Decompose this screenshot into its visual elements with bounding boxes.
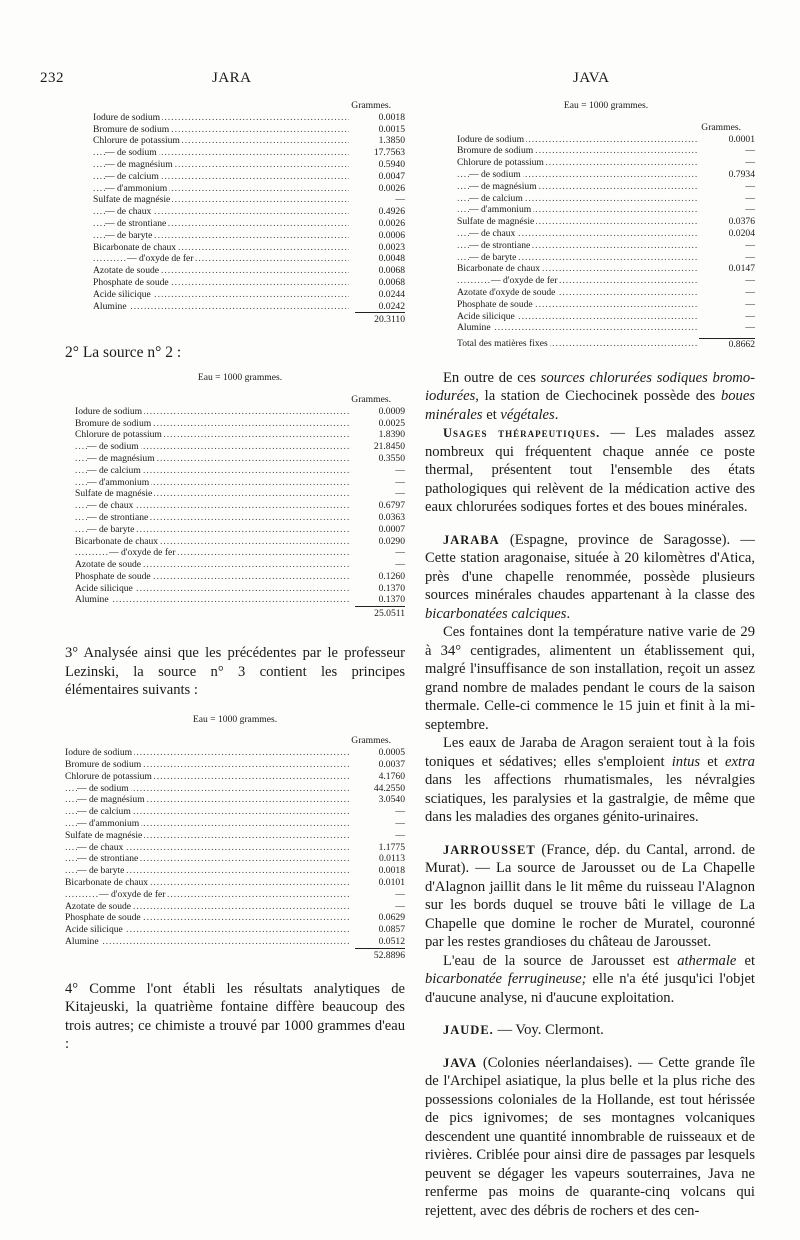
compound-name: Bicarbonate de chaux [457, 263, 541, 275]
table-row [93, 124, 405, 136]
compound-value: — [745, 286, 755, 298]
table-row [65, 818, 405, 830]
compound-value: 0.6797 [378, 500, 405, 512]
table-row [75, 429, 405, 441]
table-row [65, 747, 405, 759]
compound-name: — de sodium [77, 782, 129, 794]
compound-value: 0.0376 [728, 216, 755, 228]
compound-name: Chlorure de potassium [65, 770, 152, 782]
table-row [75, 418, 405, 430]
table-row [75, 512, 405, 524]
compound-value: — [395, 464, 405, 476]
compound-value: 0.0242 [378, 300, 405, 312]
compound-name: Iodure de sodium [457, 133, 525, 145]
compound-value: 0.7934 [728, 168, 755, 180]
table-total: 52.8896 [65, 948, 405, 962]
jarrousset-paragraph-2: L'eau de la source de Jarousset est athermale et bicarbonatée ferrugineuse; elle n'a été jusqu'ici l'objet d'aucune analyse, ni d'aucune exploitation. [425, 952, 755, 1006]
compound-value: — [395, 900, 405, 912]
table-row [93, 194, 405, 206]
compound-value: 21.8450 [373, 441, 405, 453]
compound-value: 0.0113 [378, 853, 405, 865]
table-row [93, 171, 405, 183]
compound-name: — d'oxyde de fer [99, 888, 166, 900]
table-row [457, 157, 755, 169]
compound-value: 0.0018 [378, 111, 405, 123]
compound-name: — de sodium [105, 147, 157, 159]
compound-name: Azotate d'oxyde de soude [457, 286, 556, 298]
analysis-table-1 [65, 100, 405, 326]
compound-value: — [745, 157, 755, 169]
compound-name: Bromure de sodium [93, 123, 170, 135]
compound-name: — d'oxyde de fer [491, 275, 558, 287]
table-row [93, 301, 405, 313]
table-row [93, 206, 405, 218]
table-row [457, 275, 755, 287]
source-4-paragraph: 4° Comme l'ont établi les résultats analytiques de Kitajeuski, la quatrième fontaine diffère beaucoup des trois autres; ce chimiste a trouvé par 1000 grammes d'eau : [65, 980, 405, 1053]
compound-value: 3.0540 [378, 794, 405, 806]
compound-value: 4.1760 [378, 770, 405, 782]
compound-name: Iodure de sodium [93, 111, 161, 123]
table-row [457, 134, 755, 146]
eau-label: Eau = 1000 grammes. [197, 372, 283, 384]
compound-value: 0.0244 [378, 288, 405, 300]
compound-name: — de calcium [87, 464, 141, 476]
compound-name: Phosphate de soude [457, 298, 533, 310]
table-row [93, 159, 405, 171]
entry-jaraba: JARABA (Espagne, province de Saragosse). — Cette station aragonaise, située à 20 kilomètres d'Atica, près d'une chapelle renommée, possède plusieurs sources minérales chaudes appartenant à la classe des bicarbonatées calciques. [425, 531, 755, 622]
right-column [425, 100, 755, 1220]
table-row [457, 322, 755, 334]
compound-value: 0.0048 [378, 253, 405, 265]
compound-value: 0.0068 [378, 265, 405, 277]
compound-name: — de sodium [87, 441, 139, 453]
entry-jarrousset: JARROUSSET (France, dép. du Cantal, arrond. de Murat). — La source de Jarousset ou de La Chapelle d'Alagnon jaillit dans le lit même du ruisseau l'Alagnon sur les bords duquel se trouve bâti le village de La Chapelle que domine le rocher de Muratel, couronné par les restes grandioses du château de Jarousset. [425, 841, 755, 951]
analysis-table-3 [65, 714, 405, 962]
table-row [65, 853, 405, 865]
eau-label: Eau = 1000 grammes. [563, 100, 649, 111]
compound-name: Bromure de sodium [65, 758, 142, 770]
compound-name: — de calcium [469, 192, 523, 204]
compound-name: Phosphate de soude [75, 570, 151, 582]
compound-name: Azotate de soude [65, 900, 132, 912]
compound-name: Phosphate de soude [65, 912, 141, 924]
compound-name: — de magnésium [469, 180, 537, 192]
compound-value: — [395, 547, 405, 559]
compound-value: 1.3850 [378, 135, 405, 147]
compound-name: Sulfate de magnésie [457, 216, 535, 228]
compound-value: — [395, 476, 405, 488]
compound-name: Bromure de sodium [75, 417, 152, 429]
compound-value: 0.0007 [378, 523, 405, 535]
unit-label: Grammes. [701, 121, 741, 133]
compound-value: 44.2550 [373, 782, 405, 794]
compound-name: Alumine [65, 935, 99, 947]
compound-name: — d'ammonium [87, 476, 150, 488]
table-row [93, 183, 405, 195]
compound-value: 0.0023 [378, 241, 405, 253]
compound-value: 0.0101 [378, 876, 405, 888]
compound-name: — de strontiane [469, 239, 531, 251]
paragraph-boues: En outre de ces sources chlorurées sodiques bromo-iodurées, la station de Ciechocinek possède des boues minérales et végétales. [425, 369, 755, 423]
compound-name: — de strontiane [87, 511, 149, 523]
compound-name: Azotate de soude [75, 559, 142, 571]
jaraba-paragraph-2: Ces fontaines dont la température native varie de 29 à 34° centigrades, alimentent un établissement qui, malgré l'insuffisance de son installation, reçoit un assez grand nombre de malades pendant le cours de la saison thermale. Celle-ci commence le 15 juin et finit à la mi-septembre. [425, 624, 755, 733]
compound-value: 0.1260 [378, 570, 405, 582]
compound-name: Sulfate de magnésie [65, 829, 143, 841]
compound-name: Acide silicique [75, 582, 133, 594]
compound-name: — d'ammonium [77, 817, 140, 829]
compound-value: 0.0629 [378, 912, 405, 924]
analysis-table-2 [65, 372, 405, 620]
compound-value: 0.0857 [378, 924, 405, 936]
compound-name: — de chaux [469, 227, 516, 239]
table-row [75, 441, 405, 453]
compound-value: 0.0037 [378, 758, 405, 770]
compound-value: — [745, 310, 755, 322]
compound-value: 0.0025 [378, 417, 405, 429]
compound-value: — [395, 559, 405, 571]
table-row [457, 263, 755, 275]
compound-value: 0.0005 [378, 747, 405, 759]
table-row [75, 406, 405, 418]
compound-name: — d'oxyde de fer [127, 253, 194, 265]
compound-value: — [745, 192, 755, 204]
jaraba-label: JARABA [443, 532, 500, 547]
table-row [93, 230, 405, 242]
jarrousset-label: JARROUSSET [443, 842, 536, 857]
compound-name: Alumine [75, 594, 109, 606]
table-row [93, 147, 405, 159]
compound-name: — de chaux [87, 500, 134, 512]
compound-name: — de sodium [469, 168, 521, 180]
table-row [457, 204, 755, 216]
compound-name: Azotate de soude [93, 265, 160, 277]
entry-java: JAVA (Colonies néerlandaises). — Cette grande île de l'Archipel asiatique, la plus belle et la plus riche des possessions coloniales de la Hollande, est tout hérissée de pics ignivomes; de ses montagnes volcaniques descendent une quantité innombrable de ruisseaux et de rivières. Criblée pour ainsi dire de passages par lesquels peuvent se dégager les vapeurs souterraines, Java ne renferme pas moins de quarante-cinq volcans qui rejettent, avec des débris de rochers et des cen- [425, 1054, 755, 1219]
compound-name: Chlorure de potassium [75, 429, 162, 441]
table-total: 25.0511 [75, 606, 405, 620]
table-row [93, 135, 405, 147]
compound-name: Iodure de sodium [75, 405, 143, 417]
left-running-title: JARA [212, 70, 252, 86]
java-label: JAVA [443, 1055, 478, 1070]
paragraph-usages: Usages thérapeutiques. — Les malades assez nombreux qui fréquentent chaque année ce poste thermal, présentent tout l'ensemble des états pathologiques qui relèvent de la médication active des eaux chlorurées sodiques fortes et des boues minérales. [425, 425, 755, 516]
table-row [75, 477, 405, 489]
entry-jaude: JAUDE. — Voy. Clermont. [425, 1021, 755, 1040]
compound-name: — de calcium [105, 170, 159, 182]
compound-value: 0.1370 [378, 594, 405, 606]
compound-name: — de magnésium [105, 158, 173, 170]
compound-name: — de magnésium [87, 452, 155, 464]
compound-name: Acide silicique [65, 924, 123, 936]
table-total-row: Total des matières fixes ..... 0.8662 [457, 338, 755, 351]
compound-name: Bromure de sodium [457, 145, 534, 157]
unit-label: Grammes. [351, 735, 391, 747]
compound-name: Sulfate de magnésie [75, 488, 153, 500]
compound-name: — de baryte [77, 865, 125, 877]
compound-name: — de baryte [87, 523, 135, 535]
table-row [93, 218, 405, 230]
table-row [93, 242, 405, 254]
table-row [75, 594, 405, 606]
table-row [65, 924, 405, 936]
table-row [93, 265, 405, 277]
table-row [65, 771, 405, 783]
table-row [75, 571, 405, 583]
compound-name: Bicarbonate de chaux [65, 876, 149, 888]
compound-value: — [395, 806, 405, 818]
table-row [65, 889, 405, 901]
table-row [75, 547, 405, 559]
table-row [93, 112, 405, 124]
compound-value: — [395, 888, 405, 900]
table-row [457, 252, 755, 264]
compound-value: — [745, 239, 755, 251]
table-row [75, 465, 405, 477]
compound-name: — d'ammonium [105, 182, 168, 194]
compound-value: — [395, 829, 405, 841]
table-row [457, 181, 755, 193]
table-row [65, 830, 405, 842]
table-row [65, 783, 405, 795]
compound-value: 1.8390 [378, 429, 405, 441]
compound-value: 0.0512 [378, 935, 405, 947]
compound-name: — de strontiane [77, 853, 139, 865]
table-row [75, 559, 405, 571]
compound-name: Phosphate de soude [93, 276, 169, 288]
compound-value: 0.4926 [378, 206, 405, 218]
compound-value: 0.0026 [378, 217, 405, 229]
table-row [457, 169, 755, 181]
source-2-heading: 2° La source n° 2 : [65, 344, 182, 362]
compound-value: — [745, 275, 755, 287]
compound-value: 0.1370 [378, 582, 405, 594]
compound-name: — de baryte [469, 251, 517, 263]
compound-name: Acide silicique [457, 310, 515, 322]
table-row [457, 228, 755, 240]
compound-value: 0.0068 [378, 276, 405, 288]
eau-label: Eau = 1000 grammes. [192, 713, 278, 725]
left-column [65, 100, 405, 1054]
compound-name: Chlorure de potassium [457, 157, 544, 169]
compound-value: 0.3550 [378, 452, 405, 464]
compound-value: 0.0026 [378, 182, 405, 194]
compound-value: — [745, 204, 755, 216]
table-row [65, 806, 405, 818]
compound-value: 0.5940 [378, 158, 405, 170]
compound-value: — [395, 817, 405, 829]
table-row [65, 901, 405, 913]
table-row [457, 311, 755, 323]
table-row [65, 877, 405, 889]
table-row [457, 216, 755, 228]
unit-label: Grammes. [351, 393, 391, 405]
compound-value: — [745, 180, 755, 192]
compound-name: Acide silicique [93, 288, 151, 300]
page-number: 232 [40, 70, 64, 86]
compound-name: — de calcium [77, 806, 131, 818]
compound-value: 0.0001 [728, 133, 755, 145]
compound-name: Chlorure de potassium [93, 135, 180, 147]
table-row [65, 794, 405, 806]
compound-value: — [745, 322, 755, 334]
compound-value: 0.0147 [728, 263, 755, 275]
compound-value: 0.0015 [378, 123, 405, 135]
compound-name: — d'oxyde de fer [109, 547, 176, 559]
compound-value: — [745, 145, 755, 157]
table-row [75, 500, 405, 512]
compound-name: — de strontiane [105, 217, 167, 229]
table-row [65, 936, 405, 948]
usages-label: Usages thérapeutiques. [443, 426, 601, 441]
compound-name: Alumine [457, 322, 491, 334]
compound-value: 17.7563 [373, 147, 405, 159]
compound-value: 0.0006 [378, 229, 405, 241]
table-row [457, 193, 755, 205]
compound-name: — d'ammonium [469, 204, 532, 216]
compound-value: — [745, 298, 755, 310]
table-row [75, 453, 405, 465]
compound-name: Bicarbonate de chaux [93, 241, 177, 253]
table-row [93, 253, 405, 265]
table-row [75, 536, 405, 548]
table-row [65, 912, 405, 924]
jaraba-paragraph-3: Les eaux de Jaraba de Aragon seraient tout à la fois toniques et sédatives; elles s'emploient intus et extra dans les affections rhumatismales, les névralgies sciatiques, les paralysies et la gastralgie, de même que dans les maladies des organes génito-urinaires. [425, 735, 755, 826]
compound-name: Iodure de sodium [65, 747, 133, 759]
right-running-title: JAVA [573, 70, 610, 86]
compound-value: 0.0204 [728, 227, 755, 239]
compound-value: — [745, 251, 755, 263]
table-row [93, 277, 405, 289]
table-row [75, 524, 405, 536]
compound-value: 0.0363 [378, 511, 405, 523]
analysis-table-java [425, 100, 755, 351]
compound-value: 0.0047 [378, 170, 405, 182]
table-row [93, 289, 405, 301]
compound-value: 0.0009 [378, 405, 405, 417]
table-row [457, 299, 755, 311]
table-row [457, 287, 755, 299]
compound-name: — de chaux [105, 206, 152, 218]
table-row [457, 240, 755, 252]
compound-name: — de baryte [105, 229, 153, 241]
compound-name: — de chaux [77, 841, 124, 853]
table-total: 20.3110 [93, 312, 405, 326]
table-row [457, 145, 755, 157]
compound-value: 0.0018 [378, 865, 405, 877]
compound-value: 0.0290 [378, 535, 405, 547]
table-row [65, 842, 405, 854]
jaude-label: JAUDE. [443, 1023, 494, 1038]
compound-value: 1.1775 [378, 841, 405, 853]
unit-label: Grammes. [351, 100, 391, 111]
compound-name: Sulfate de magnésie [93, 194, 171, 206]
compound-name: Alumine [93, 300, 127, 312]
compound-name: Bicarbonate de chaux [75, 535, 159, 547]
table-row [75, 488, 405, 500]
table-row [75, 583, 405, 595]
compound-value: — [395, 488, 405, 500]
table-row [65, 865, 405, 877]
compound-name: — de magnésium [77, 794, 145, 806]
source-3-paragraph: 3° Analysée ainsi que les précédentes par le professeur Lezinski, la source n° 3 contient les principes élémentaires suivants : [65, 645, 405, 699]
compound-value: — [395, 194, 405, 206]
table-row [65, 759, 405, 771]
